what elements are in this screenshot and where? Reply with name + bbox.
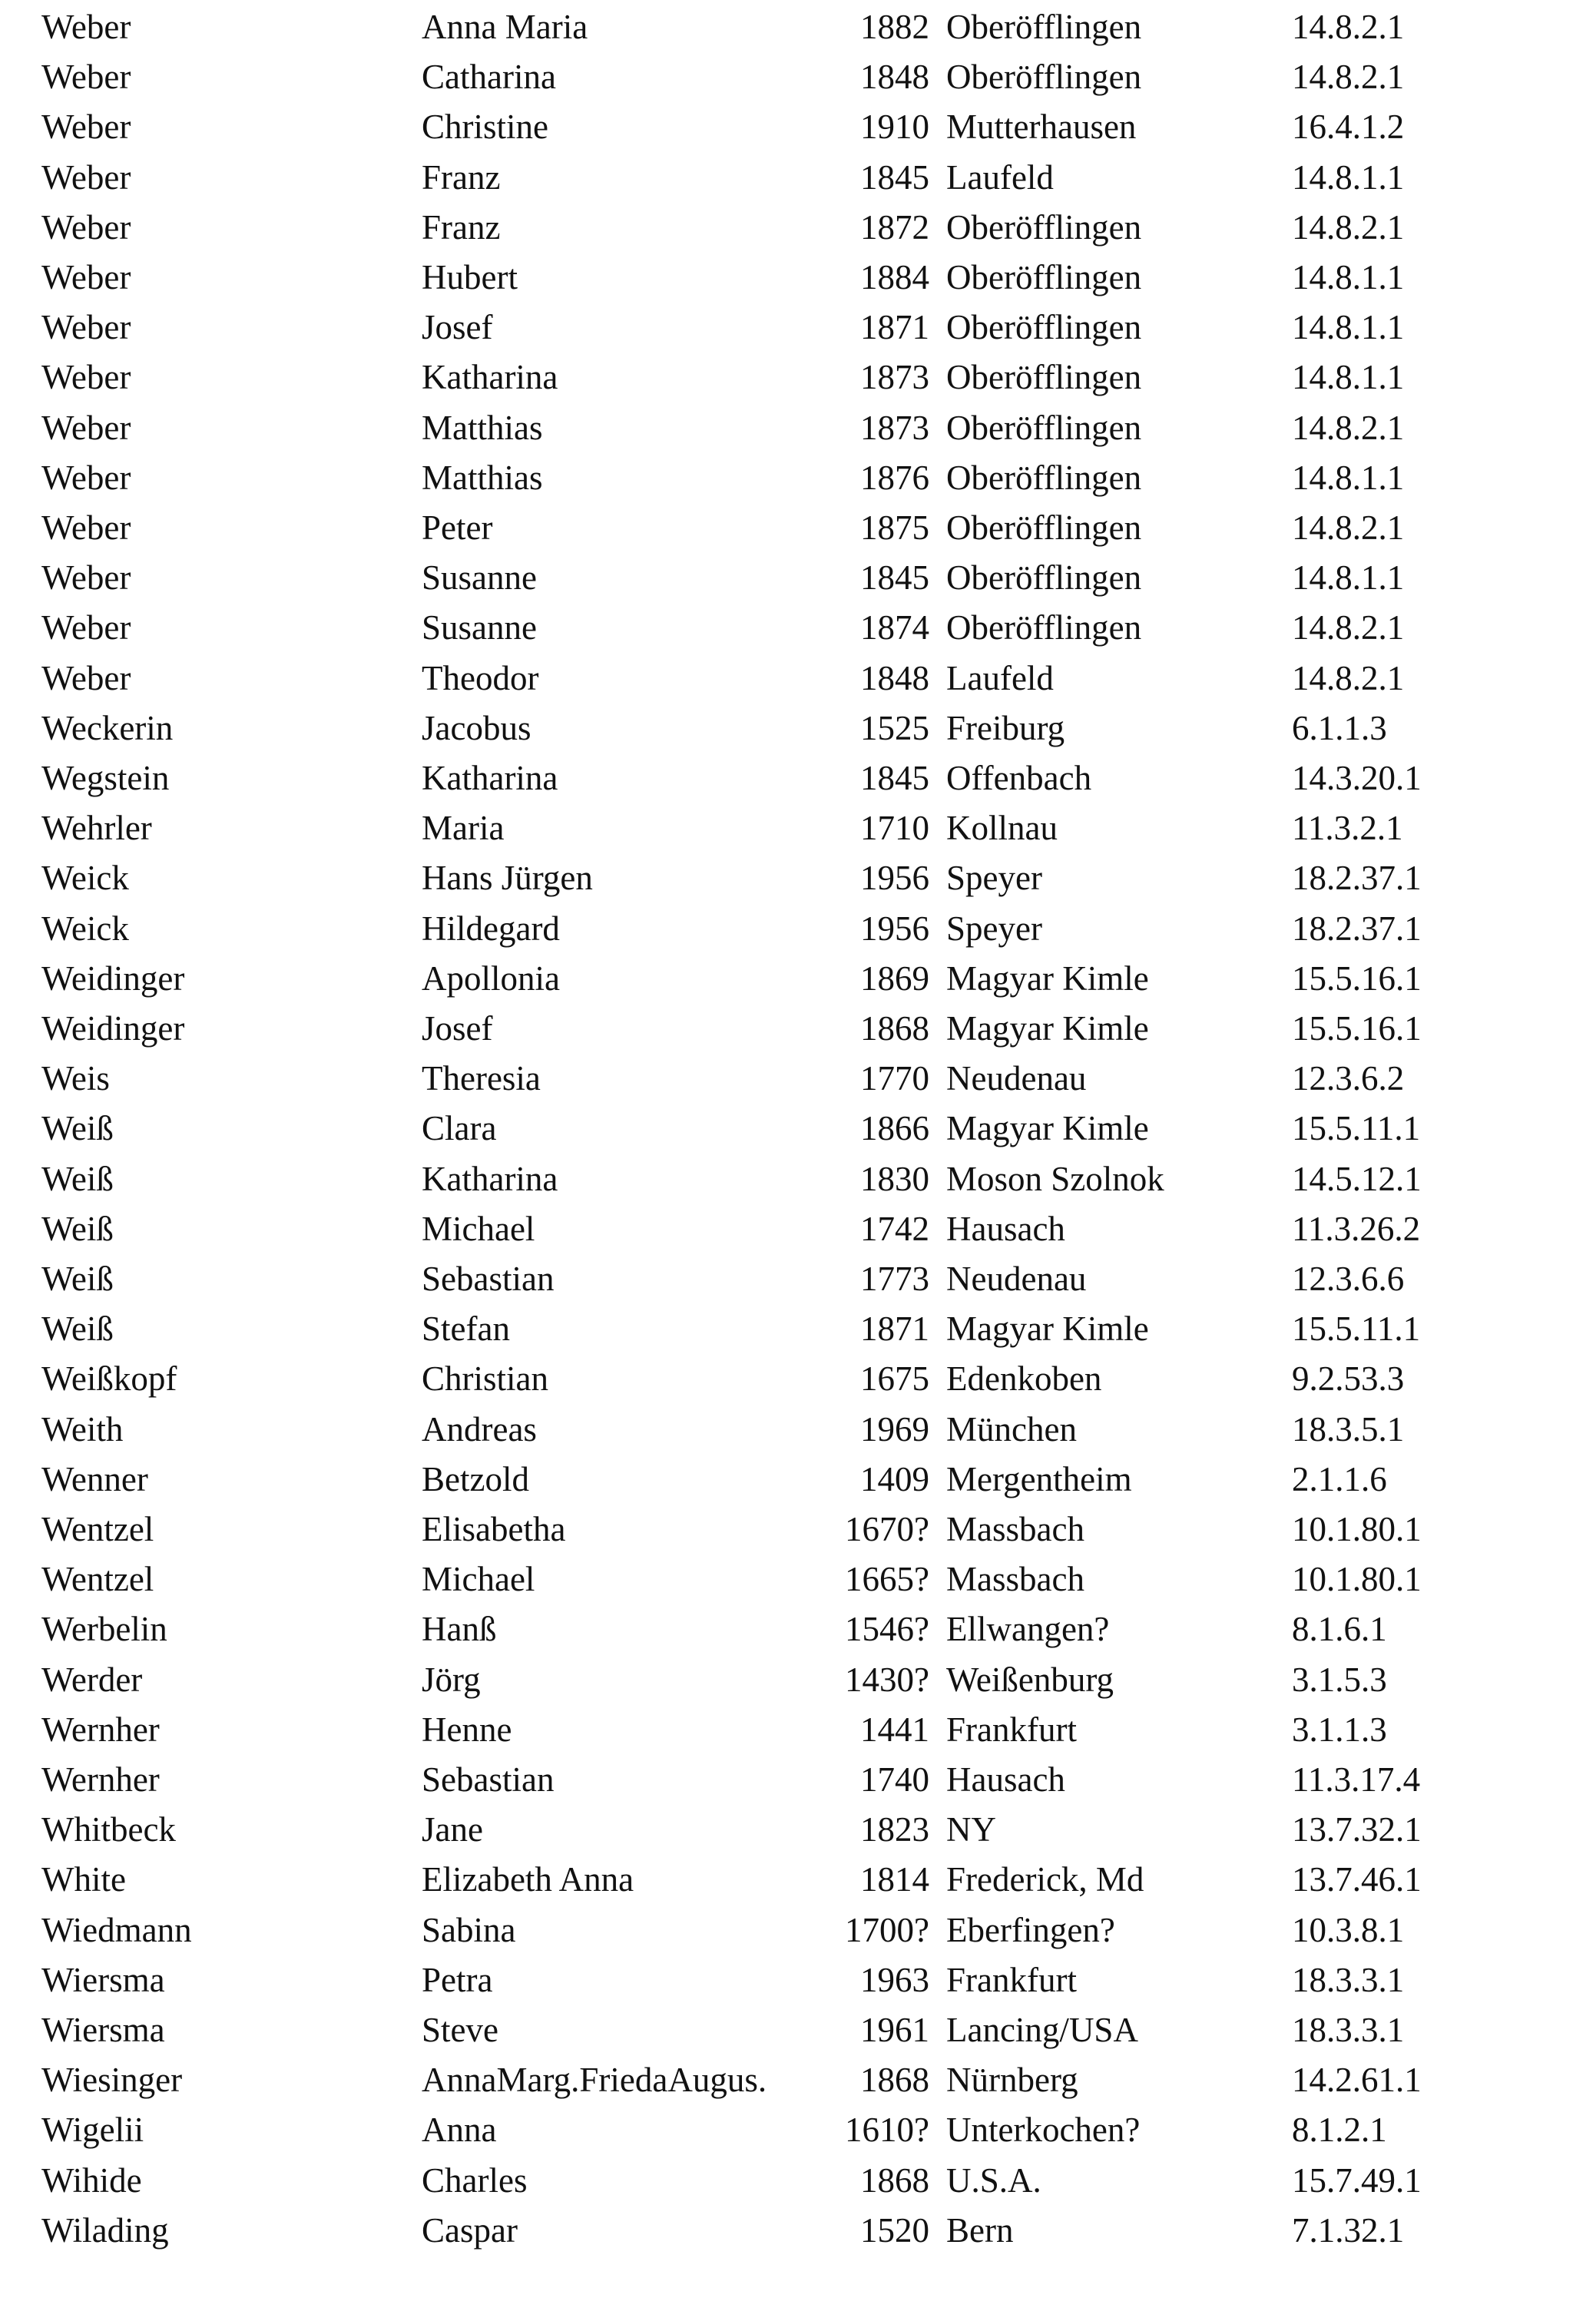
given-name-cell: Sebastian (422, 1760, 555, 1799)
table-row (0, 1053, 1596, 1104)
given-name-cell: Caspar (422, 2210, 518, 2250)
surname-cell: Weißkopf (41, 1359, 177, 1399)
given-name-cell: Elisabetha (422, 1510, 566, 1548)
reference-cell: 14.8.1.1 (1292, 258, 1405, 296)
year-cell: 1868 (860, 2061, 929, 2100)
surname-cell: Werder (41, 1660, 143, 1699)
place-cell: Weißenburg (946, 1660, 1114, 1699)
year-cell: 1814 (860, 1860, 929, 1899)
surname-cell: Weber (41, 458, 131, 497)
year-cell: 1742 (860, 1209, 929, 1248)
given-name-cell: Katharina (422, 358, 558, 397)
table-row (0, 452, 1596, 503)
year-cell: 1956 (860, 859, 929, 898)
given-name-cell: Henne (422, 1710, 512, 1749)
surname-cell: Whitbeck (41, 1810, 176, 1849)
place-cell: Neudenau (946, 1059, 1087, 1098)
reference-cell: 15.5.11.1 (1292, 1109, 1421, 1148)
place-cell: Bern (946, 2210, 1014, 2250)
year-cell: 1961 (860, 2011, 929, 2049)
reference-cell: 11.3.17.4 (1292, 1760, 1421, 1799)
given-name-cell: Theresia (422, 1059, 541, 1098)
reference-cell: 16.4.1.2 (1292, 108, 1405, 147)
place-cell: Oberöfflingen (946, 558, 1142, 598)
surname-cell: Wegstein (41, 759, 170, 797)
year-cell: 1868 (860, 1009, 929, 1048)
table-row (0, 1003, 1596, 1054)
reference-cell: 12.3.6.6 (1292, 1260, 1405, 1298)
table-row (0, 1504, 1596, 1554)
given-name-cell: Susanne (422, 608, 537, 647)
given-name-cell: AnnaMarg.FriedaAugus. (422, 2061, 767, 2100)
surname-cell: Weber (41, 58, 131, 97)
place-cell: Nürnberg (946, 2061, 1078, 2100)
table-row (0, 853, 1596, 903)
table-row (0, 1154, 1596, 1204)
table-row (0, 2054, 1596, 2105)
reference-cell: 11.3.2.1 (1292, 809, 1403, 848)
reference-cell: 18.3.3.1 (1292, 2011, 1405, 2049)
place-cell: Speyer (946, 909, 1042, 948)
table-row (0, 1454, 1596, 1505)
place-cell: Oberöfflingen (946, 608, 1142, 647)
table-row (0, 1303, 1596, 1354)
reference-cell: 18.2.37.1 (1292, 859, 1422, 898)
place-cell: Oberöfflingen (946, 207, 1142, 247)
surname-cell: Weiß (41, 1109, 114, 1148)
place-cell: Magyar Kimle (946, 1309, 1149, 1349)
year-cell: 1848 (860, 58, 929, 97)
given-name-cell: Apollonia (422, 959, 560, 998)
given-name-cell: Josef (422, 308, 493, 347)
reference-cell: 15.5.11.1 (1292, 1309, 1421, 1349)
table-row (0, 753, 1596, 803)
given-name-cell: Theodor (422, 658, 539, 697)
year-cell: 1845 (860, 759, 929, 797)
year-cell: 1875 (860, 508, 929, 547)
place-cell: NY (946, 1810, 996, 1849)
place-cell: Oberöfflingen (946, 458, 1142, 497)
table-row (0, 2005, 1596, 2055)
surname-cell: Weber (41, 608, 131, 647)
reference-cell: 10.3.8.1 (1292, 1910, 1405, 1949)
reference-cell: 14.5.12.1 (1292, 1159, 1422, 1198)
year-cell: 1430? (845, 1660, 929, 1699)
table-row (0, 1604, 1596, 1654)
place-cell: Unterkochen? (946, 2111, 1141, 2150)
reference-cell: 14.8.1.1 (1292, 358, 1405, 397)
place-cell: Frankfurt (946, 1710, 1077, 1749)
reference-cell: 14.8.2.1 (1292, 508, 1405, 547)
year-cell: 1884 (860, 258, 929, 296)
year-cell: 1869 (860, 959, 929, 998)
place-cell: München (946, 1409, 1077, 1449)
place-cell: Freiburg (946, 708, 1065, 747)
table-row (0, 1905, 1596, 1955)
year-cell: 1956 (860, 909, 929, 948)
surname-cell: Wihide (41, 2160, 142, 2200)
table-row (0, 252, 1596, 303)
year-cell: 1848 (860, 658, 929, 697)
year-cell: 1773 (860, 1260, 929, 1298)
year-cell: 1665? (845, 1560, 929, 1599)
surname-cell: Weber (41, 108, 131, 147)
table-row (0, 1754, 1596, 1805)
year-cell: 1868 (860, 2160, 929, 2200)
surname-cell: Weiß (41, 1159, 114, 1198)
year-cell: 1866 (860, 1109, 929, 1148)
place-cell: Hausach (946, 1760, 1065, 1799)
year-cell: 1770 (860, 1059, 929, 1098)
given-name-cell: Katharina (422, 759, 558, 797)
table-row (0, 1404, 1596, 1455)
year-cell: 1700? (845, 1910, 929, 1949)
surname-cell: Weith (41, 1409, 124, 1449)
surname-cell: Weber (41, 558, 131, 598)
table-row (0, 703, 1596, 753)
table-row (0, 1654, 1596, 1705)
place-cell: Eberfingen? (946, 1910, 1115, 1949)
reference-cell: 14.8.2.1 (1292, 207, 1405, 247)
given-name-cell: Katharina (422, 1159, 558, 1198)
table-row (0, 2104, 1596, 2155)
table-row (0, 903, 1596, 954)
year-cell: 1546? (845, 1610, 929, 1649)
surname-cell: Wiesinger (41, 2061, 183, 2100)
reference-cell: 14.8.1.1 (1292, 157, 1405, 197)
year-cell: 1845 (860, 558, 929, 598)
place-cell: Oberöfflingen (946, 508, 1142, 547)
surname-cell: Weiß (41, 1209, 114, 1248)
table-row (0, 552, 1596, 603)
reference-cell: 14.8.1.1 (1292, 458, 1405, 497)
place-cell: Frederick, Md (946, 1860, 1144, 1899)
given-name-cell: Petra (422, 1960, 493, 1999)
reference-cell: 14.8.2.1 (1292, 408, 1405, 447)
reference-cell: 9.2.53.3 (1292, 1359, 1405, 1399)
table-row (0, 1204, 1596, 1254)
year-cell: 1873 (860, 358, 929, 397)
table-row (0, 602, 1596, 653)
reference-cell: 3.1.1.3 (1292, 1710, 1387, 1749)
surname-cell: Weber (41, 308, 131, 347)
year-cell: 1441 (860, 1710, 929, 1749)
place-cell: Speyer (946, 859, 1042, 898)
given-name-cell: Hubert (422, 258, 518, 296)
table-row (0, 352, 1596, 402)
given-name-cell: Matthias (422, 408, 543, 447)
surname-cell: Wentzel (41, 1510, 154, 1548)
surname-cell: Weber (41, 658, 131, 697)
reference-cell: 8.1.6.1 (1292, 1610, 1387, 1649)
given-name-cell: Hildegard (422, 909, 560, 948)
table-row (0, 2205, 1596, 2256)
table-row (0, 502, 1596, 553)
given-name-cell: Steve (422, 2011, 498, 2049)
reference-cell: 18.3.5.1 (1292, 1409, 1405, 1449)
reference-cell: 2.1.1.6 (1292, 1459, 1387, 1498)
given-name-cell: Charles (422, 2160, 528, 2200)
place-cell: Magyar Kimle (946, 1109, 1149, 1148)
year-cell: 1520 (860, 2210, 929, 2250)
given-name-cell: Jacobus (422, 708, 531, 747)
table-row (0, 1955, 1596, 2005)
reference-cell: 10.1.80.1 (1292, 1560, 1422, 1599)
reference-cell: 13.7.46.1 (1292, 1860, 1422, 1899)
place-cell: Edenkoben (946, 1359, 1102, 1399)
place-cell: Mergentheim (946, 1459, 1132, 1498)
reference-cell: 11.3.26.2 (1292, 1209, 1421, 1248)
given-name-cell: Jane (422, 1810, 483, 1849)
given-name-cell: Elizabeth Anna (422, 1860, 634, 1899)
table-row (0, 1253, 1596, 1304)
given-name-cell: Anna Maria (422, 8, 588, 46)
given-name-cell: Hans Jürgen (422, 859, 593, 898)
reference-cell: 7.1.32.1 (1292, 2210, 1405, 2250)
year-cell: 1409 (860, 1459, 929, 1498)
reference-cell: 15.7.49.1 (1292, 2160, 1422, 2200)
table-row (0, 202, 1596, 253)
given-name-cell: Hanß (422, 1610, 497, 1649)
given-name-cell: Sebastian (422, 1260, 555, 1298)
reference-cell: 10.1.80.1 (1292, 1510, 1422, 1548)
year-cell: 1525 (860, 708, 929, 747)
reference-cell: 14.8.2.1 (1292, 608, 1405, 647)
given-name-cell: Andreas (422, 1409, 537, 1449)
year-cell: 1610? (845, 2111, 929, 2150)
place-cell: Massbach (946, 1510, 1084, 1548)
place-cell: Lancing/USA (946, 2011, 1138, 2049)
reference-cell: 14.8.2.1 (1292, 58, 1405, 97)
given-name-cell: Christian (422, 1359, 548, 1399)
place-cell: Mutterhausen (946, 108, 1137, 147)
given-name-cell: Christine (422, 108, 548, 147)
reference-cell: 14.3.20.1 (1292, 759, 1422, 797)
reference-cell: 18.3.3.1 (1292, 1960, 1405, 1999)
given-name-cell: Michael (422, 1560, 535, 1599)
table-row (0, 2, 1596, 52)
table-row (0, 152, 1596, 203)
surname-cell: Weick (41, 909, 129, 948)
reference-cell: 15.5.16.1 (1292, 959, 1422, 998)
table-row (0, 1554, 1596, 1604)
surname-cell: Weber (41, 8, 131, 46)
place-cell: Oberöfflingen (946, 408, 1142, 447)
year-cell: 1670? (845, 1510, 929, 1548)
place-cell: Magyar Kimle (946, 959, 1149, 998)
year-cell: 1963 (860, 1960, 929, 1999)
surname-cell: Weckerin (41, 708, 174, 747)
table-row (0, 51, 1596, 102)
given-name-cell: Anna (422, 2111, 497, 2150)
place-cell: Offenbach (946, 759, 1092, 797)
given-name-cell: Stefan (422, 1309, 510, 1349)
place-cell: Ellwangen? (946, 1610, 1110, 1649)
table-row (0, 101, 1596, 152)
surname-cell: Weidinger (41, 959, 185, 998)
place-cell: Oberöfflingen (946, 8, 1142, 46)
table-row (0, 1854, 1596, 1905)
place-cell: Frankfurt (946, 1960, 1077, 1999)
place-cell: Laufeld (946, 157, 1054, 197)
place-cell: Neudenau (946, 1260, 1087, 1298)
surname-cell: Wiersma (41, 1960, 165, 1999)
year-cell: 1845 (860, 157, 929, 197)
surname-cell: Weber (41, 408, 131, 447)
given-name-cell: Peter (422, 508, 493, 547)
table-row (0, 953, 1596, 1004)
reference-cell: 14.2.61.1 (1292, 2061, 1422, 2100)
reference-cell: 6.1.1.3 (1292, 708, 1387, 747)
place-cell: Laufeld (946, 658, 1054, 697)
place-cell: Moson Szolnok (946, 1159, 1164, 1198)
year-cell: 1871 (860, 308, 929, 347)
surname-cell: Wehrler (41, 809, 152, 848)
year-cell: 1823 (860, 1810, 929, 1849)
surname-cell: Weidinger (41, 1009, 185, 1048)
place-cell: Oberöfflingen (946, 358, 1142, 397)
reference-cell: 15.5.16.1 (1292, 1009, 1422, 1048)
given-name-cell: Catharina (422, 58, 556, 97)
surname-cell: Wiedmann (41, 1910, 192, 1949)
place-cell: U.S.A. (946, 2160, 1041, 2200)
place-cell: Kollnau (946, 809, 1058, 848)
reference-cell: 8.1.2.1 (1292, 2111, 1387, 2150)
year-cell: 1910 (860, 108, 929, 147)
place-cell: Massbach (946, 1560, 1084, 1599)
table-row (0, 1103, 1596, 1154)
surname-cell: Weber (41, 207, 131, 247)
given-name-cell: Franz (422, 157, 501, 197)
surname-cell: Wernher (41, 1710, 160, 1749)
table-row (0, 653, 1596, 704)
table-row (0, 402, 1596, 453)
year-cell: 1969 (860, 1409, 929, 1449)
table-row (0, 2155, 1596, 2206)
year-cell: 1710 (860, 809, 929, 848)
surname-cell: Wentzel (41, 1560, 154, 1599)
reference-cell: 14.8.1.1 (1292, 308, 1405, 347)
surname-cell: Weber (41, 508, 131, 547)
place-cell: Hausach (946, 1209, 1065, 1248)
surname-cell: Wilading (41, 2210, 169, 2250)
surname-cell: Weber (41, 258, 131, 296)
year-cell: 1871 (860, 1309, 929, 1349)
surname-cell: Wiersma (41, 2011, 165, 2049)
given-name-cell: Susanne (422, 558, 537, 598)
given-name-cell: Sabina (422, 1910, 516, 1949)
given-name-cell: Matthias (422, 458, 543, 497)
place-cell: Oberöfflingen (946, 258, 1142, 296)
surname-cell: Weiß (41, 1309, 114, 1349)
reference-cell: 14.8.1.1 (1292, 558, 1405, 598)
given-name-cell: Josef (422, 1009, 493, 1048)
place-cell: Magyar Kimle (946, 1009, 1149, 1048)
place-cell: Oberöfflingen (946, 308, 1142, 347)
year-cell: 1874 (860, 608, 929, 647)
given-name-cell: Jörg (422, 1660, 481, 1699)
year-cell: 1876 (860, 458, 929, 497)
reference-cell: 3.1.5.3 (1292, 1660, 1387, 1699)
year-cell: 1873 (860, 408, 929, 447)
surname-cell: Weiß (41, 1260, 114, 1298)
given-name-cell: Michael (422, 1209, 535, 1248)
table-row (0, 1804, 1596, 1855)
surname-cell: White (41, 1860, 126, 1899)
surname-cell: Weick (41, 859, 129, 898)
surname-cell: Weber (41, 358, 131, 397)
surname-cell: Wigelii (41, 2111, 144, 2150)
given-name-cell: Clara (422, 1109, 497, 1148)
year-cell: 1740 (860, 1760, 929, 1799)
given-name-cell: Betzold (422, 1459, 529, 1498)
year-cell: 1872 (860, 207, 929, 247)
surname-cell: Wernher (41, 1760, 160, 1799)
table-row (0, 1704, 1596, 1755)
year-cell: 1830 (860, 1159, 929, 1198)
place-cell: Oberöfflingen (946, 58, 1142, 97)
surname-cell: Werbelin (41, 1610, 167, 1649)
given-name-cell: Maria (422, 809, 505, 848)
table-row (0, 803, 1596, 853)
reference-cell: 14.8.2.1 (1292, 8, 1405, 46)
year-cell: 1675 (860, 1359, 929, 1399)
reference-cell: 13.7.32.1 (1292, 1810, 1422, 1849)
given-name-cell: Franz (422, 207, 501, 247)
reference-cell: 18.2.37.1 (1292, 909, 1422, 948)
surname-cell: Weber (41, 157, 131, 197)
surname-cell: Weis (41, 1059, 110, 1098)
table-row (0, 302, 1596, 353)
reference-cell: 12.3.6.2 (1292, 1059, 1405, 1098)
reference-cell: 14.8.2.1 (1292, 658, 1405, 697)
year-cell: 1882 (860, 8, 929, 46)
surname-cell: Wenner (41, 1459, 148, 1498)
table-row (0, 1353, 1596, 1404)
